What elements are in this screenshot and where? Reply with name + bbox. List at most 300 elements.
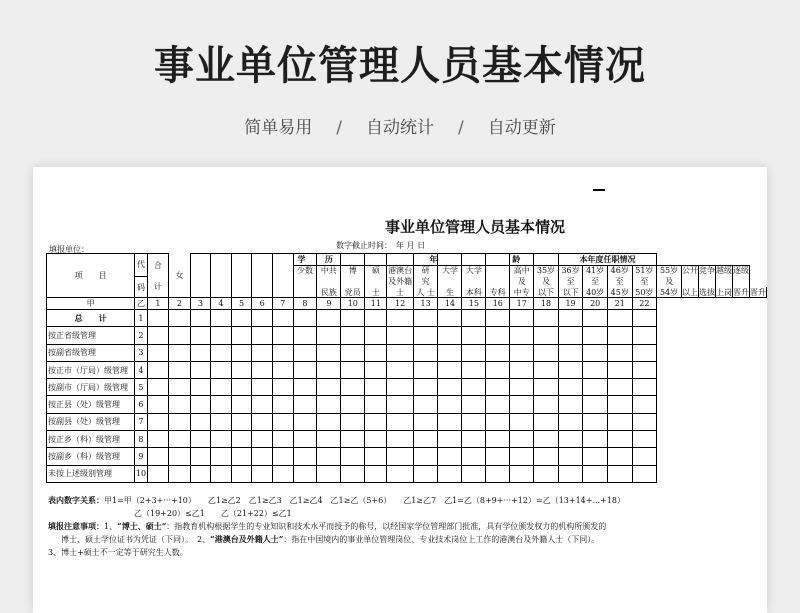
table-cell[interactable] — [147, 431, 168, 448]
table-cell[interactable] — [211, 465, 232, 482]
cutoff-date-label: 数字截止时间： 年 月 日 — [336, 241, 426, 250]
table-cell[interactable] — [534, 361, 559, 378]
table-cell[interactable] — [438, 379, 462, 396]
table-cell[interactable] — [632, 344, 657, 361]
tag-auto-update: 自动更新 — [487, 118, 556, 138]
table-cell[interactable] — [272, 431, 293, 448]
table-row — [47, 465, 767, 482]
table-cell[interactable] — [365, 379, 387, 396]
table-row — [47, 396, 767, 413]
table-cell[interactable] — [190, 396, 211, 413]
table-cell[interactable] — [365, 361, 387, 378]
table-cell[interactable] — [413, 379, 438, 396]
table-cell[interactable] — [252, 379, 273, 396]
table-cell[interactable] — [211, 413, 232, 430]
table-cell[interactable] — [510, 413, 534, 430]
table-cell[interactable] — [341, 361, 365, 378]
header-age-col: 51岁 — [632, 265, 657, 276]
header-total-bottom: 计 — [147, 276, 168, 298]
banner-title: 事业单位管理人员基本情况 — [154, 43, 646, 89]
table-cell[interactable] — [190, 309, 211, 326]
table-cell[interactable] — [293, 344, 317, 361]
tag-separator: / — [458, 118, 464, 138]
row-label: 按副乡（科）级管理 — [47, 448, 135, 465]
relations-line-2: 乙（19+20）≤乙1 乙（21+22）≤乙1 — [134, 509, 292, 518]
header-age-col: 35岁 — [534, 265, 559, 276]
table-cell[interactable] — [211, 361, 232, 378]
column-number: 22 — [632, 298, 657, 310]
table-cell[interactable] — [365, 396, 387, 413]
table-cell[interactable] — [190, 413, 211, 430]
row-label: 按正市（厅局）级管理 — [47, 361, 135, 378]
table-cell[interactable] — [462, 309, 486, 326]
table-cell[interactable] — [231, 327, 252, 344]
table-row — [47, 309, 767, 326]
table-cell[interactable] — [231, 413, 252, 430]
table-cell[interactable] — [341, 309, 365, 326]
table-cell[interactable] — [558, 379, 583, 396]
table-cell[interactable] — [486, 379, 510, 396]
table-cell[interactable] — [486, 465, 510, 482]
table-row — [47, 413, 767, 430]
table-cell[interactable] — [231, 396, 252, 413]
table-cell[interactable] — [317, 396, 341, 413]
table-cell[interactable] — [632, 361, 657, 378]
table-cell[interactable] — [231, 465, 252, 482]
header-total-top: 合 — [147, 254, 168, 277]
fill-note-1-prefix: 1、 — [104, 522, 118, 531]
table-cell[interactable] — [438, 327, 462, 344]
table-cell[interactable] — [486, 344, 510, 361]
table-cell[interactable] — [462, 448, 486, 465]
table-cell[interactable] — [317, 344, 341, 361]
table-cell[interactable] — [607, 465, 632, 482]
table-cell[interactable] — [365, 448, 387, 465]
table-cell[interactable] — [387, 344, 413, 361]
table-row — [47, 379, 767, 396]
table-cell[interactable] — [293, 396, 317, 413]
table-cell[interactable] — [252, 344, 273, 361]
header-bachelor: 大学 — [438, 265, 462, 276]
header-age-col: 36岁 — [558, 265, 583, 276]
table-cell[interactable] — [510, 379, 534, 396]
column-number: 12 — [387, 298, 413, 310]
table-cell[interactable] — [632, 396, 657, 413]
table-cell[interactable] — [438, 431, 462, 448]
header-age-col-2: 至 — [607, 276, 632, 287]
table-cell[interactable] — [169, 344, 190, 361]
header-post-col-2: 晋升 — [750, 287, 766, 297]
column-number: 9 — [317, 298, 341, 310]
table-cell[interactable] — [387, 361, 413, 378]
header-code-bottom: 码 — [135, 276, 147, 298]
table-cell[interactable] — [438, 344, 462, 361]
table-cell[interactable] — [583, 448, 608, 465]
table-cell[interactable] — [438, 396, 462, 413]
table-cell[interactable] — [632, 309, 657, 326]
header-party: 中共 — [317, 265, 341, 276]
table-cell[interactable] — [462, 465, 486, 482]
table-cell[interactable] — [558, 465, 583, 482]
table-cell[interactable] — [147, 379, 168, 396]
table-cell[interactable] — [341, 379, 365, 396]
table-cell[interactable] — [387, 465, 413, 482]
table-cell[interactable] — [413, 465, 438, 482]
table-cell[interactable] — [231, 431, 252, 448]
table-cell[interactable] — [462, 344, 486, 361]
table-cell[interactable] — [413, 344, 438, 361]
table-cell[interactable] — [607, 448, 632, 465]
table-cell[interactable] — [365, 309, 387, 326]
table-cell[interactable] — [413, 413, 438, 430]
table-cell[interactable] — [272, 379, 293, 396]
header-age-col-3: 40岁 — [583, 287, 608, 298]
table-cell[interactable] — [534, 344, 559, 361]
table-cell[interactable] — [607, 413, 632, 430]
column-number: 4 — [211, 298, 232, 310]
table-cell[interactable] — [252, 431, 273, 448]
table-cell[interactable] — [558, 344, 583, 361]
table-cell[interactable] — [147, 413, 168, 430]
table-cell[interactable] — [534, 309, 559, 326]
table-cell[interactable] — [272, 344, 293, 361]
column-number: 16 — [486, 298, 510, 310]
table-cell[interactable] — [413, 448, 438, 465]
table-cell[interactable] — [510, 361, 534, 378]
table-cell[interactable] — [272, 309, 293, 326]
header-yi: 乙 — [135, 298, 147, 310]
table-cell[interactable] — [413, 327, 438, 344]
header-item: 项 目 — [47, 254, 135, 298]
staff-statistics-table — [46, 253, 767, 483]
header-age-col-3: 54岁 — [657, 287, 682, 298]
table-cell[interactable] — [438, 361, 462, 378]
table-cell[interactable] — [583, 344, 608, 361]
table-cell[interactable] — [190, 327, 211, 344]
table-cell[interactable] — [632, 413, 657, 430]
table-cell[interactable] — [190, 448, 211, 465]
table-cell[interactable] — [558, 448, 583, 465]
table-cell[interactable] — [438, 309, 462, 326]
table-cell[interactable] — [293, 309, 317, 326]
table-cell[interactable] — [272, 413, 293, 430]
table-cell[interactable] — [462, 361, 486, 378]
table-cell[interactable] — [607, 344, 632, 361]
table-cell[interactable] — [211, 448, 232, 465]
column-number: 17 — [510, 298, 534, 310]
table-cell[interactable] — [387, 379, 413, 396]
tag-easy: 简单易用 — [244, 118, 313, 138]
table-cell[interactable] — [387, 431, 413, 448]
table-cell[interactable] — [341, 431, 365, 448]
table-cell[interactable] — [231, 379, 252, 396]
table-cell[interactable] — [169, 309, 190, 326]
table-cell[interactable] — [486, 413, 510, 430]
table-cell[interactable] — [607, 361, 632, 378]
table-cell[interactable] — [365, 465, 387, 482]
table-cell[interactable] — [147, 361, 168, 378]
header-tech-secondary: 中专 — [510, 287, 534, 298]
table-cell[interactable] — [147, 465, 168, 482]
table-cell[interactable] — [632, 379, 657, 396]
row-label: 按正县（处）级管理 — [47, 396, 135, 413]
table-cell[interactable] — [341, 448, 365, 465]
table-cell[interactable] — [462, 413, 486, 430]
table-cell[interactable] — [252, 448, 273, 465]
table-cell[interactable] — [632, 431, 657, 448]
table-cell[interactable] — [211, 344, 232, 361]
table-cell[interactable] — [558, 309, 583, 326]
header-master-2: 士 — [387, 287, 413, 298]
column-number: 11 — [365, 298, 387, 310]
table-cell[interactable] — [341, 396, 365, 413]
header-post-col: 逐级 — [733, 266, 749, 276]
reporting-unit-label: 填报单位： — [49, 245, 89, 254]
table-cell[interactable] — [272, 465, 293, 482]
row-label: 按副县（处）级管理 — [47, 413, 135, 430]
table-cell[interactable] — [462, 379, 486, 396]
table-cell[interactable] — [190, 379, 211, 396]
table-cell[interactable] — [558, 431, 583, 448]
fill-note-1-term: “博士、硕士” — [117, 521, 167, 531]
table-cell[interactable] — [534, 396, 559, 413]
row-code: 10 — [135, 465, 147, 482]
table-cell[interactable] — [190, 344, 211, 361]
table-cell[interactable] — [169, 361, 190, 378]
header-education-2: 历 — [317, 254, 341, 266]
table-cell[interactable] — [462, 327, 486, 344]
table-cell[interactable] — [147, 448, 168, 465]
table-cell[interactable] — [169, 327, 190, 344]
column-number: 19 — [558, 298, 583, 310]
table-cell[interactable] — [632, 465, 657, 482]
header-party-2: 党员 — [341, 287, 365, 298]
header-age-col-2: 至 — [558, 276, 583, 287]
header-post-col: 公开 — [682, 266, 698, 276]
table-cell[interactable] — [365, 431, 387, 448]
table-cell[interactable] — [486, 327, 510, 344]
table-cell[interactable] — [272, 361, 293, 378]
table-cell[interactable] — [534, 431, 559, 448]
header-post-col-2: 上岗 — [716, 287, 732, 297]
table-cell[interactable] — [583, 465, 608, 482]
column-number: 21 — [607, 298, 632, 310]
table-cell[interactable] — [341, 465, 365, 482]
table-cell[interactable] — [387, 309, 413, 326]
table-cell[interactable] — [169, 431, 190, 448]
table-cell[interactable] — [413, 361, 438, 378]
table-cell[interactable] — [211, 396, 232, 413]
tag-separator: / — [336, 118, 342, 138]
table-cell[interactable] — [252, 309, 273, 326]
header-age-2: 龄 — [510, 254, 534, 266]
column-number: 18 — [534, 298, 559, 310]
table-cell[interactable] — [534, 379, 559, 396]
table-cell[interactable] — [147, 344, 168, 361]
table-cell[interactable] — [365, 344, 387, 361]
column-number: 3 — [190, 298, 211, 310]
table-cell[interactable] — [438, 413, 462, 430]
column-number: 1 — [147, 298, 168, 310]
header-hs-below-3: 以下 — [534, 287, 559, 298]
table-cell[interactable] — [534, 448, 559, 465]
header-hkmo-2: 及外籍 — [388, 276, 413, 286]
table-cell[interactable] — [607, 396, 632, 413]
table-cell[interactable] — [293, 465, 317, 482]
table-cell[interactable] — [231, 344, 252, 361]
table-cell[interactable] — [190, 431, 211, 448]
table-cell[interactable] — [510, 327, 534, 344]
table-cell[interactable] — [317, 431, 341, 448]
table-cell[interactable] — [293, 448, 317, 465]
table-cell[interactable] — [190, 361, 211, 378]
header-college-2: 专科 — [486, 287, 510, 298]
column-number: 7 — [272, 298, 293, 310]
table-cell[interactable] — [583, 327, 608, 344]
table-cell[interactable] — [169, 448, 190, 465]
table-cell[interactable] — [534, 413, 559, 430]
table-cell[interactable] — [211, 309, 232, 326]
table-cell[interactable] — [413, 431, 438, 448]
tag-auto-stats: 自动统计 — [366, 118, 434, 138]
table-cell[interactable] — [169, 413, 190, 430]
table-cell[interactable] — [252, 327, 273, 344]
table-cell[interactable] — [341, 327, 365, 344]
table-cell[interactable] — [607, 327, 632, 344]
table-cell[interactable] — [387, 396, 413, 413]
column-number: 10 — [341, 298, 365, 310]
table-cell[interactable] — [413, 309, 438, 326]
header-age-col-3: 50岁 — [632, 287, 657, 298]
table-cell[interactable] — [252, 465, 273, 482]
table-cell[interactable] — [438, 465, 462, 482]
table-cell[interactable] — [510, 396, 534, 413]
table-cell[interactable] — [486, 361, 510, 378]
table-cell[interactable] — [583, 396, 608, 413]
header-hs-below: 高中 — [510, 265, 534, 276]
row-label: 总 计 — [47, 309, 135, 326]
header-age-col-2: 及 — [534, 276, 559, 287]
table-cell[interactable] — [387, 327, 413, 344]
table-cell[interactable] — [558, 413, 583, 430]
table-cell[interactable] — [293, 361, 317, 378]
table-cell[interactable] — [510, 465, 534, 482]
table-cell[interactable] — [231, 361, 252, 378]
header-master: 硕 — [365, 265, 387, 276]
table-cell[interactable] — [293, 327, 317, 344]
table-cell[interactable] — [147, 309, 168, 326]
table-cell[interactable] — [510, 431, 534, 448]
table-cell[interactable] — [510, 309, 534, 326]
table-cell[interactable] — [293, 379, 317, 396]
header-jia: 甲 — [47, 298, 135, 310]
table-cell[interactable] — [632, 327, 657, 344]
table-cell[interactable] — [632, 448, 657, 465]
table-cell[interactable] — [462, 431, 486, 448]
table-cell[interactable] — [583, 379, 608, 396]
table-cell[interactable] — [317, 309, 341, 326]
table-cell[interactable] — [169, 379, 190, 396]
fill-note-2-text: ：指在中国境内的事业单位管理岗位、专业技术岗位上工作的港澳台及外籍人士（下同）。 — [283, 535, 600, 544]
table-cell[interactable] — [169, 396, 190, 413]
table-cell[interactable] — [211, 431, 232, 448]
table-cell[interactable] — [317, 327, 341, 344]
column-number: 20 — [583, 298, 608, 310]
table-cell[interactable] — [534, 327, 559, 344]
header-age-col-3: 以上 — [682, 287, 698, 297]
table-cell[interactable] — [583, 431, 608, 448]
table-cell[interactable] — [252, 413, 273, 430]
row-label: 按正省级管理 — [47, 327, 135, 344]
table-cell[interactable] — [317, 361, 341, 378]
table-cell[interactable] — [317, 448, 341, 465]
table-cell[interactable] — [272, 396, 293, 413]
table-cell[interactable] — [387, 448, 413, 465]
table-cell[interactable] — [272, 327, 293, 344]
table-cell[interactable] — [607, 431, 632, 448]
table-cell[interactable] — [231, 309, 252, 326]
table-cell[interactable] — [413, 396, 438, 413]
table-cell[interactable] — [317, 465, 341, 482]
table-cell[interactable] — [252, 361, 273, 378]
header-age-col-3: 以下 — [558, 287, 583, 298]
header-postgrad-3: 生 — [438, 287, 462, 298]
table-cell[interactable] — [558, 396, 583, 413]
table-cell[interactable] — [147, 327, 168, 344]
table-cell[interactable] — [510, 344, 534, 361]
table-cell[interactable] — [558, 327, 583, 344]
table-cell[interactable] — [387, 413, 413, 430]
table-cell[interactable] — [486, 448, 510, 465]
table-cell[interactable] — [486, 309, 510, 326]
table-cell[interactable] — [190, 465, 211, 482]
table-cell[interactable] — [583, 361, 608, 378]
table-cell[interactable] — [583, 309, 608, 326]
table-cell[interactable] — [438, 448, 462, 465]
table-cell[interactable] — [231, 448, 252, 465]
table-cell[interactable] — [293, 431, 317, 448]
table-cell[interactable] — [558, 361, 583, 378]
table-cell[interactable] — [272, 448, 293, 465]
table-cell[interactable] — [365, 327, 387, 344]
table-cell[interactable] — [462, 396, 486, 413]
row-code: 2 — [135, 327, 147, 344]
table-cell[interactable] — [341, 413, 365, 430]
table-cell[interactable] — [147, 396, 168, 413]
table-cell[interactable] — [169, 465, 190, 482]
table-cell[interactable] — [211, 379, 232, 396]
table-cell[interactable] — [486, 431, 510, 448]
row-code: 5 — [135, 379, 147, 396]
table-cell[interactable] — [510, 448, 534, 465]
table-cell[interactable] — [534, 465, 559, 482]
table-cell[interactable] — [293, 413, 317, 430]
table-cell[interactable] — [317, 379, 341, 396]
table-cell[interactable] — [252, 396, 273, 413]
table-cell[interactable] — [317, 413, 341, 430]
table-cell[interactable] — [365, 413, 387, 430]
header-phd-2: 士 — [365, 287, 387, 298]
relations-label: 表内数字关系： — [48, 495, 104, 505]
table-cell[interactable] — [607, 309, 632, 326]
fill-note-1-text: ：指教育机构根据学生的专业知识和技术水平而授予的称号，以经国家学位管理部门批准，具有学位颁发权力的机构所颁发的 — [166, 522, 607, 531]
table-cell[interactable] — [486, 396, 510, 413]
table-cell[interactable] — [607, 379, 632, 396]
table-cell[interactable] — [341, 344, 365, 361]
table-cell[interactable] — [211, 327, 232, 344]
row-label: 未按上述级别管理 — [47, 465, 135, 482]
table-cell[interactable] — [583, 413, 608, 430]
